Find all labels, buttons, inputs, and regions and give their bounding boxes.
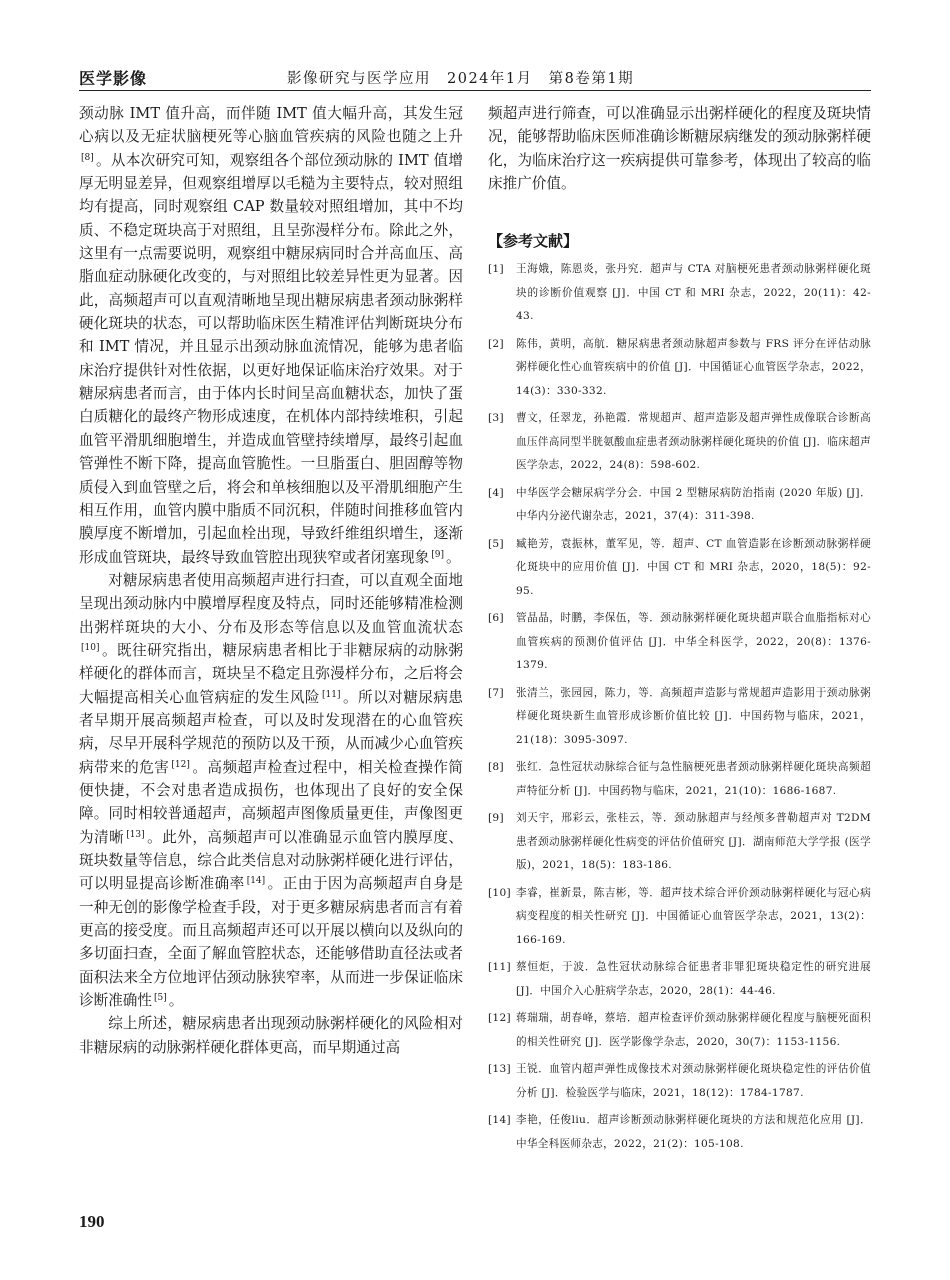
journal-issue-info: 影像研究与医学应用 2024年1月 第8卷第1期 [287,71,635,87]
page-number: 190 [79,1212,105,1231]
citation-marker: [12] [171,759,190,770]
journal-section-label: 医学影像 [79,69,148,88]
reference-item: [7] 张清兰，张园园，陈力，等．高频超声造影与常规超声造影用于颈动脉粥样硬化斑块新生血管形成诊断价值比较 [J]．中国药物与临床，2021，21(18)：3095-3097. [488,686,871,746]
body-paragraph: 对糖尿病患者使用高频超声进行扫查，可以直观全面地呈现出颈动脉内中膜增厚程度及特点，同时还能够精准检测出粥样斑块的大小、分布及形态等信息以及血管血流状态[10] 。既往研究指出，糖尿病患者相比于非糖尿病的动脉粥样硬化的群体而言，斑块呈不稳定且弥漫样分布，之后将会大幅提高相关心血管病症的发生风险 [11] 。所以对糖尿病患者早期开展高频超声检查，可以及时发现潜在的心血管疾病，尽早开展科学规范的预防以及干预，从而减少心血管疾病带来的危害 [12] 。高频超声检查过程中，相关检查操作简便快捷，不会对患者造成损伤，也体现出了良好的安全保障。同时相较普通超声，高频超声图像质量更佳，声像图更为清晰 [13] 。此外，高频超声可以准确显示血管内膜厚度、斑块数量等信息，综合此类信息对动脉粥样硬化进行评估，可以明显提高诊断准确率 [14] 。正由于因为高频超声自身是一种无创的影像学检查手段，对于更多糖尿病患者而言有着更高的接受度。而且高频超声还可以开展以横向以及纵向的多切面扫查，全面了解血管腔状态，还能够借助直径法或者面积法来全方位地评估颈动脉狭窄率，从而进一步保证临床诊断准确性 [5] 。 [79,571,463,1010]
right-column [488,102,871,195]
reference-item: [11] 蔡恒炬，于波．急性冠状动脉综合征患者非罪犯斑块稳定性的研究进展 [J]．中国介入心脏病学杂志，2020，28(1)：44-46. [488,961,871,997]
citation-marker: [9] [431,549,445,560]
citation-marker: [10] [81,642,100,653]
body-paragraph: 频超声进行筛查，可以准确显示出粥样硬化的程度及斑块情况，能够帮助临床医师准确诊断糖尿病继发的颈动脉粥样硬化，为临床治疗这一疾病提供可靠参考，体现出了较高的临床推广价值。 [488,105,871,193]
body-paragraph: 综上所述，糖尿病患者出现颈动脉粥样硬化的风险相对非糖尿病的动脉粥样硬化群体更高，而早期通过高 [79,1015,463,1056]
citation-marker: [5] [153,993,167,1004]
reference-item: [12] 蒋瑞瑞，胡春峰，蔡培．超声检查评价颈动脉粥样硬化程度与脑梗死面积的相关性研究 [J]．医学影像学杂志，2020，30(7)：1153-1156. [488,1012,871,1048]
reference-item: [14] 李艳，任俊liu．超声诊断颈动脉粥样硬化斑块的方法和规范化应用 [J]．中华全科医师杂志，2022，21(2)：105-108. [488,1114,871,1150]
body-paragraph: 颈动脉 IMT 值升高，而伴随 IMT 值大幅升高，其发生冠心病以及无症状脑梗死等心脑血管疾病的风险也随之上升[8] 。从本次研究可知，观察组各个部位颈动脉的 IMT 值增厚无明显差异，但观察组增厚以毛糙为主要特点，较对照组均有提高，同时观察组 CAP 数量较对照组增加，其中不均质、不稳定斑块高于对照组，且呈弥漫样分布。除此之外，这里有一点需要说明，观察组中糖尿病同时合并高血压、高脂血症动脉硬化改变的，与对照组比较差异性更为显著。因此，高频超声可以直观清晰地呈现出糖尿病患者颈动脉粥样硬化斑块的状态，可以帮助临床医生精准评估判断斑块分布和 IMT 情况，并且显示出颈动脉血流情况，能够为患者临床治疗提供针对性依据，以更好地保证临床治疗效果。对于糖尿病患者而言，由于体内长时间呈高血糖状态，加快了蛋白质糖化的最终产物形成速度，在机体内部持续堆积，引起血管平滑肌细胞增生，并造成血管壁持续增厚，最终引起血管弹性不断下降，提高血管脆性。一旦脂蛋白、胆固醇等物质侵入到血管壁之后，将会和单核细胞以及平滑肌细胞产生相互作用，血管内膜中脂质不同沉积，伴随时间推移血管内膜厚度不断增加，引起血栓出现，导致纤维组织增生，逐渐形成血管斑块，最终导致血管腔出现狭窄或者闭塞现象 [9] 。 [79,105,463,566]
reference-item: [3] 曹文，任翠龙，孙艳霞．常规超声、超声造影及超声弹性成像联合诊断高血压伴高同型半胱氨酸血症患者颈动脉粥样硬化斑块的价值 [J]．临床超声医学杂志，2022，24(8)：598-602. [488,412,871,471]
reference-item: [9] 刘天宇，邢彩云，张桂云，等．颈动脉超声与经颅多普勒超声对 T2DM 患者颈动脉粥样硬化性病变的评估价值研究 [J]．湖南师范大学学报 (医学版)，2021，18(5)：183-186. [488,812,871,871]
reference-list [488,258,871,1160]
reference-item: [13] 王锐．血管内超声弹性成像技术对颈动脉粥样硬化斑块稳定性的评估价值分析 [J]．检验医学与临床，2021，18(12)：1784-1787. [488,1063,871,1099]
reference-item: [8] 张红．急性冠状动脉综合征与急性脑梗死患者颈动脉粥样硬化斑块高频超声特征分析 [J]．中国药物与临床，2021，21(10)：1686-1687. [488,761,871,797]
reference-item: [1] 王海娥，陈恩炎，张丹究．超声与 CTA 对脑梗死患者颈动脉粥样硬化斑块的诊断价值观察 [J]．中国 CT 和 MRI 杂志，2022，20(11)：42-43. [488,263,871,322]
citation-marker: [8] [81,152,94,163]
reference-item: [5] 臧艳芳，袁振林，董军见，等．超声、CT 血管造影在诊断颈动脉粥样硬化斑块中的应用价值 [J]．中国 CT 和 MRI 杂志，2020，18(5)：92-95. [488,537,871,597]
reference-item: [10] 李睿，崔新景，陈吉彬，等．超声技术综合评价颈动脉粥样硬化与冠心病病变程度的相关性研究 [J]．中国循证心血管医学杂志，2021，13(2)：166-169. [488,886,871,946]
left-column [79,102,463,1059]
reference-item: [4] 中华医学会糖尿病学分会．中国 2 型糖尿病防治指南 (2020 年版) [J]．中华内分泌代谢杂志，2021，37(4)：311-398. [488,486,871,522]
citation-marker: [14] [246,876,266,887]
citation-marker: [11] [322,689,341,700]
reference-item: [2] 陈伟，黄明，高航．糖尿病患者颈动脉超声参数与 FRS 评分在评估动脉粥样硬化性心血管疾病中的价值 [J]．中国循证心血管医学杂志，2022，14(3)：330-332. [488,337,871,397]
references-heading: 【参考文献】 [488,232,579,250]
citation-marker: [13] [126,829,145,840]
reference-item: [6] 管晶晶，时鹏，李保伍，等．颈动脉粥样硬化斑块超声联合血脂指标对心血管疾病的预测价值评估 [J]．中华全科医学，2022，20(8)：1376-1379. [488,612,871,671]
page-header [79,62,871,91]
